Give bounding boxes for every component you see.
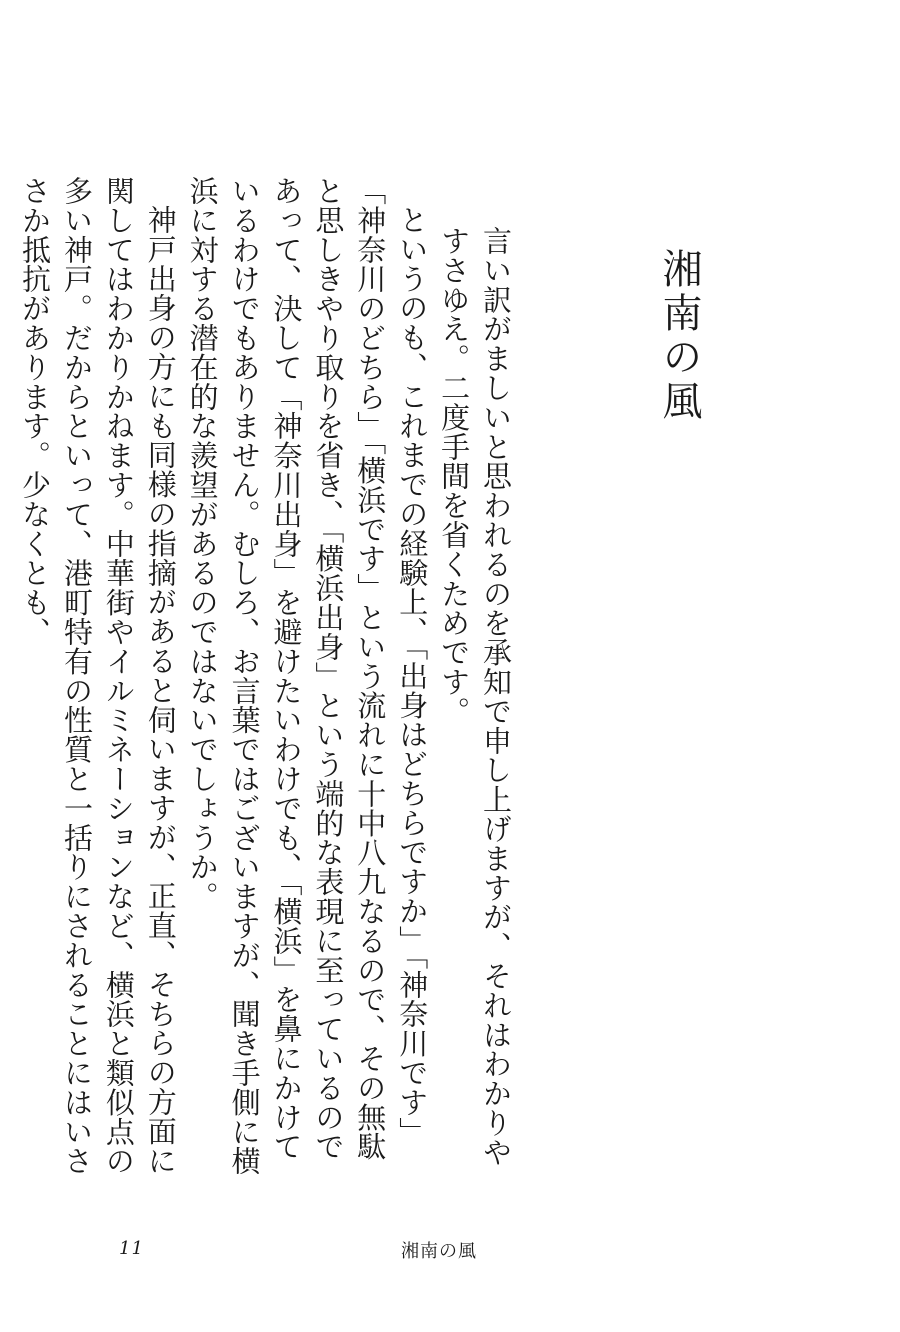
page-number: 11	[119, 1238, 144, 1259]
paragraph: というのも、これまでの経験上、「出身はどちらですか」「神奈川です」「神奈川のどちら」「横浜です」という流れに十中八九なるので、その無駄と思しきやり取りを省き、「横浜出身」という端的な表現に至っているのであって、決して「神奈川出身」を避けたいわけでも、「横浜」を鼻にかけているわけでもありません。むしろ、お言葉ではございますが、聞き手側に横浜に対する潜在的な羨望があるのではないでしょうか。	[185, 176, 430, 1176]
body-text	[18, 176, 516, 1180]
chapter-title: 湘南の風	[656, 248, 702, 424]
paragraph: 神戸出身の方にも同様の指摘があると伺いますが、正直、そちらの方面に関してはわかりかねます。中華街やイルミネーションなど、横浜と類似点の多い神戸。だからといって、港町特有の性質と一括りにされることにはいささか抵抗があります。少なくとも、	[18, 176, 178, 1176]
running-title: 湘南の風	[401, 1241, 477, 1262]
paragraph: 言い訳がましいと思われるのを承知で申し上げますが、それはわかりやすさゆえ。二度手間を省くためです。	[437, 226, 513, 1167]
